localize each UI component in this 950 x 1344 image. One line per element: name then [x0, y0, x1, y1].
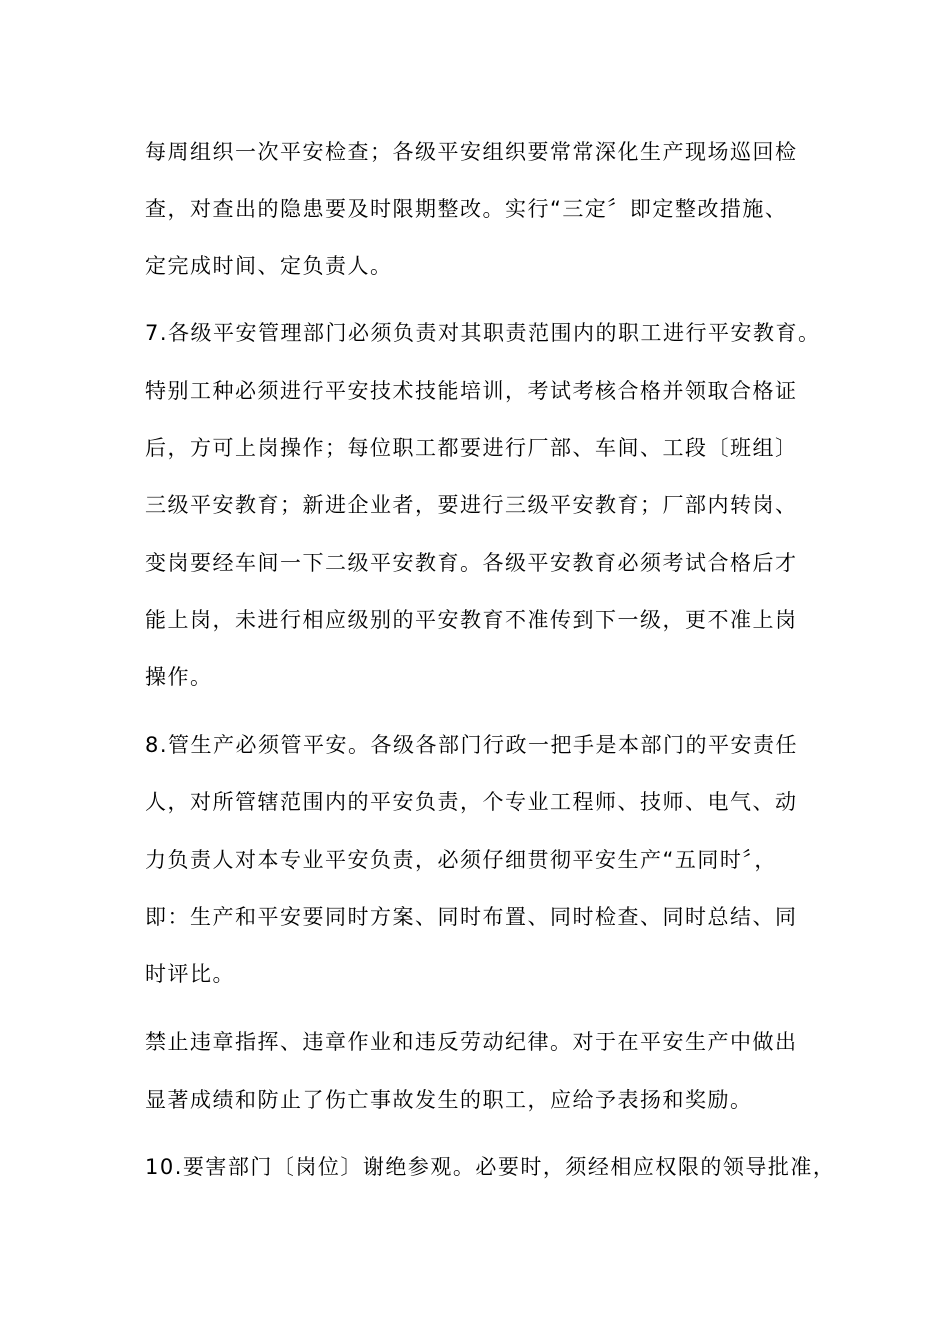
text-line: 禁止违章指挥、违章作业和违反劳动纪律。对于在平安生产中做出 — [145, 1030, 798, 1054]
text-line: 力负责人对本专业平安负责，必须仔细贯彻平安生产“五同时〞， — [145, 848, 777, 872]
text-line: 即：生产和平安要同时方案、同时布置、同时检查、同时总结、同 — [145, 905, 798, 929]
text-line: 8.管生产必须管平安。各级各部门行政一把手是本部门的平安责任 — [145, 733, 799, 757]
text-line: 定完成时间、定负责人。 — [145, 254, 393, 278]
text-line: 时评比。 — [145, 962, 235, 986]
text-line: 特别工种必须进行平安技术技能培训，考试考核合格并领取合格证 — [145, 379, 798, 403]
text-line: 后，方可上岗操作；每位职工都要进行厂部、车间、工段〔班组〕 — [145, 436, 798, 460]
text-line: 10.要害部门〔岗位〕谢绝参观。必要时，须经相应权限的领导批准， — [145, 1155, 836, 1179]
text-line: 人，对所管辖范围内的平安负责，个专业工程师、技师、电气、动 — [145, 790, 798, 814]
text-line: 变岗要经车间一下二级平安教育。各级平安教育必须考试合格后才 — [145, 551, 798, 575]
text-line: 三级平安教育；新进企业者，要进行三级平安教育；厂部内转岗、 — [145, 493, 798, 517]
text-line: 能上岗，未进行相应级别的平安教育不准传到下一级，更不准上岗 — [145, 608, 798, 632]
text-line: 操作。 — [145, 665, 213, 689]
text-line: 显著成绩和防止了伤亡事故发生的职工，应给予表扬和奖励。 — [145, 1088, 753, 1112]
text-line: 每周组织一次平安检查；各级平安组织要常常深化生产现场巡回检 — [145, 140, 798, 164]
text-line: 7.各级平安管理部门必须负责对其职责范围内的职工进行平安教育。 — [145, 321, 821, 345]
text-line: 查，对查出的隐患要及时限期整改。实行“三定〞即定整改措施、 — [145, 197, 788, 221]
